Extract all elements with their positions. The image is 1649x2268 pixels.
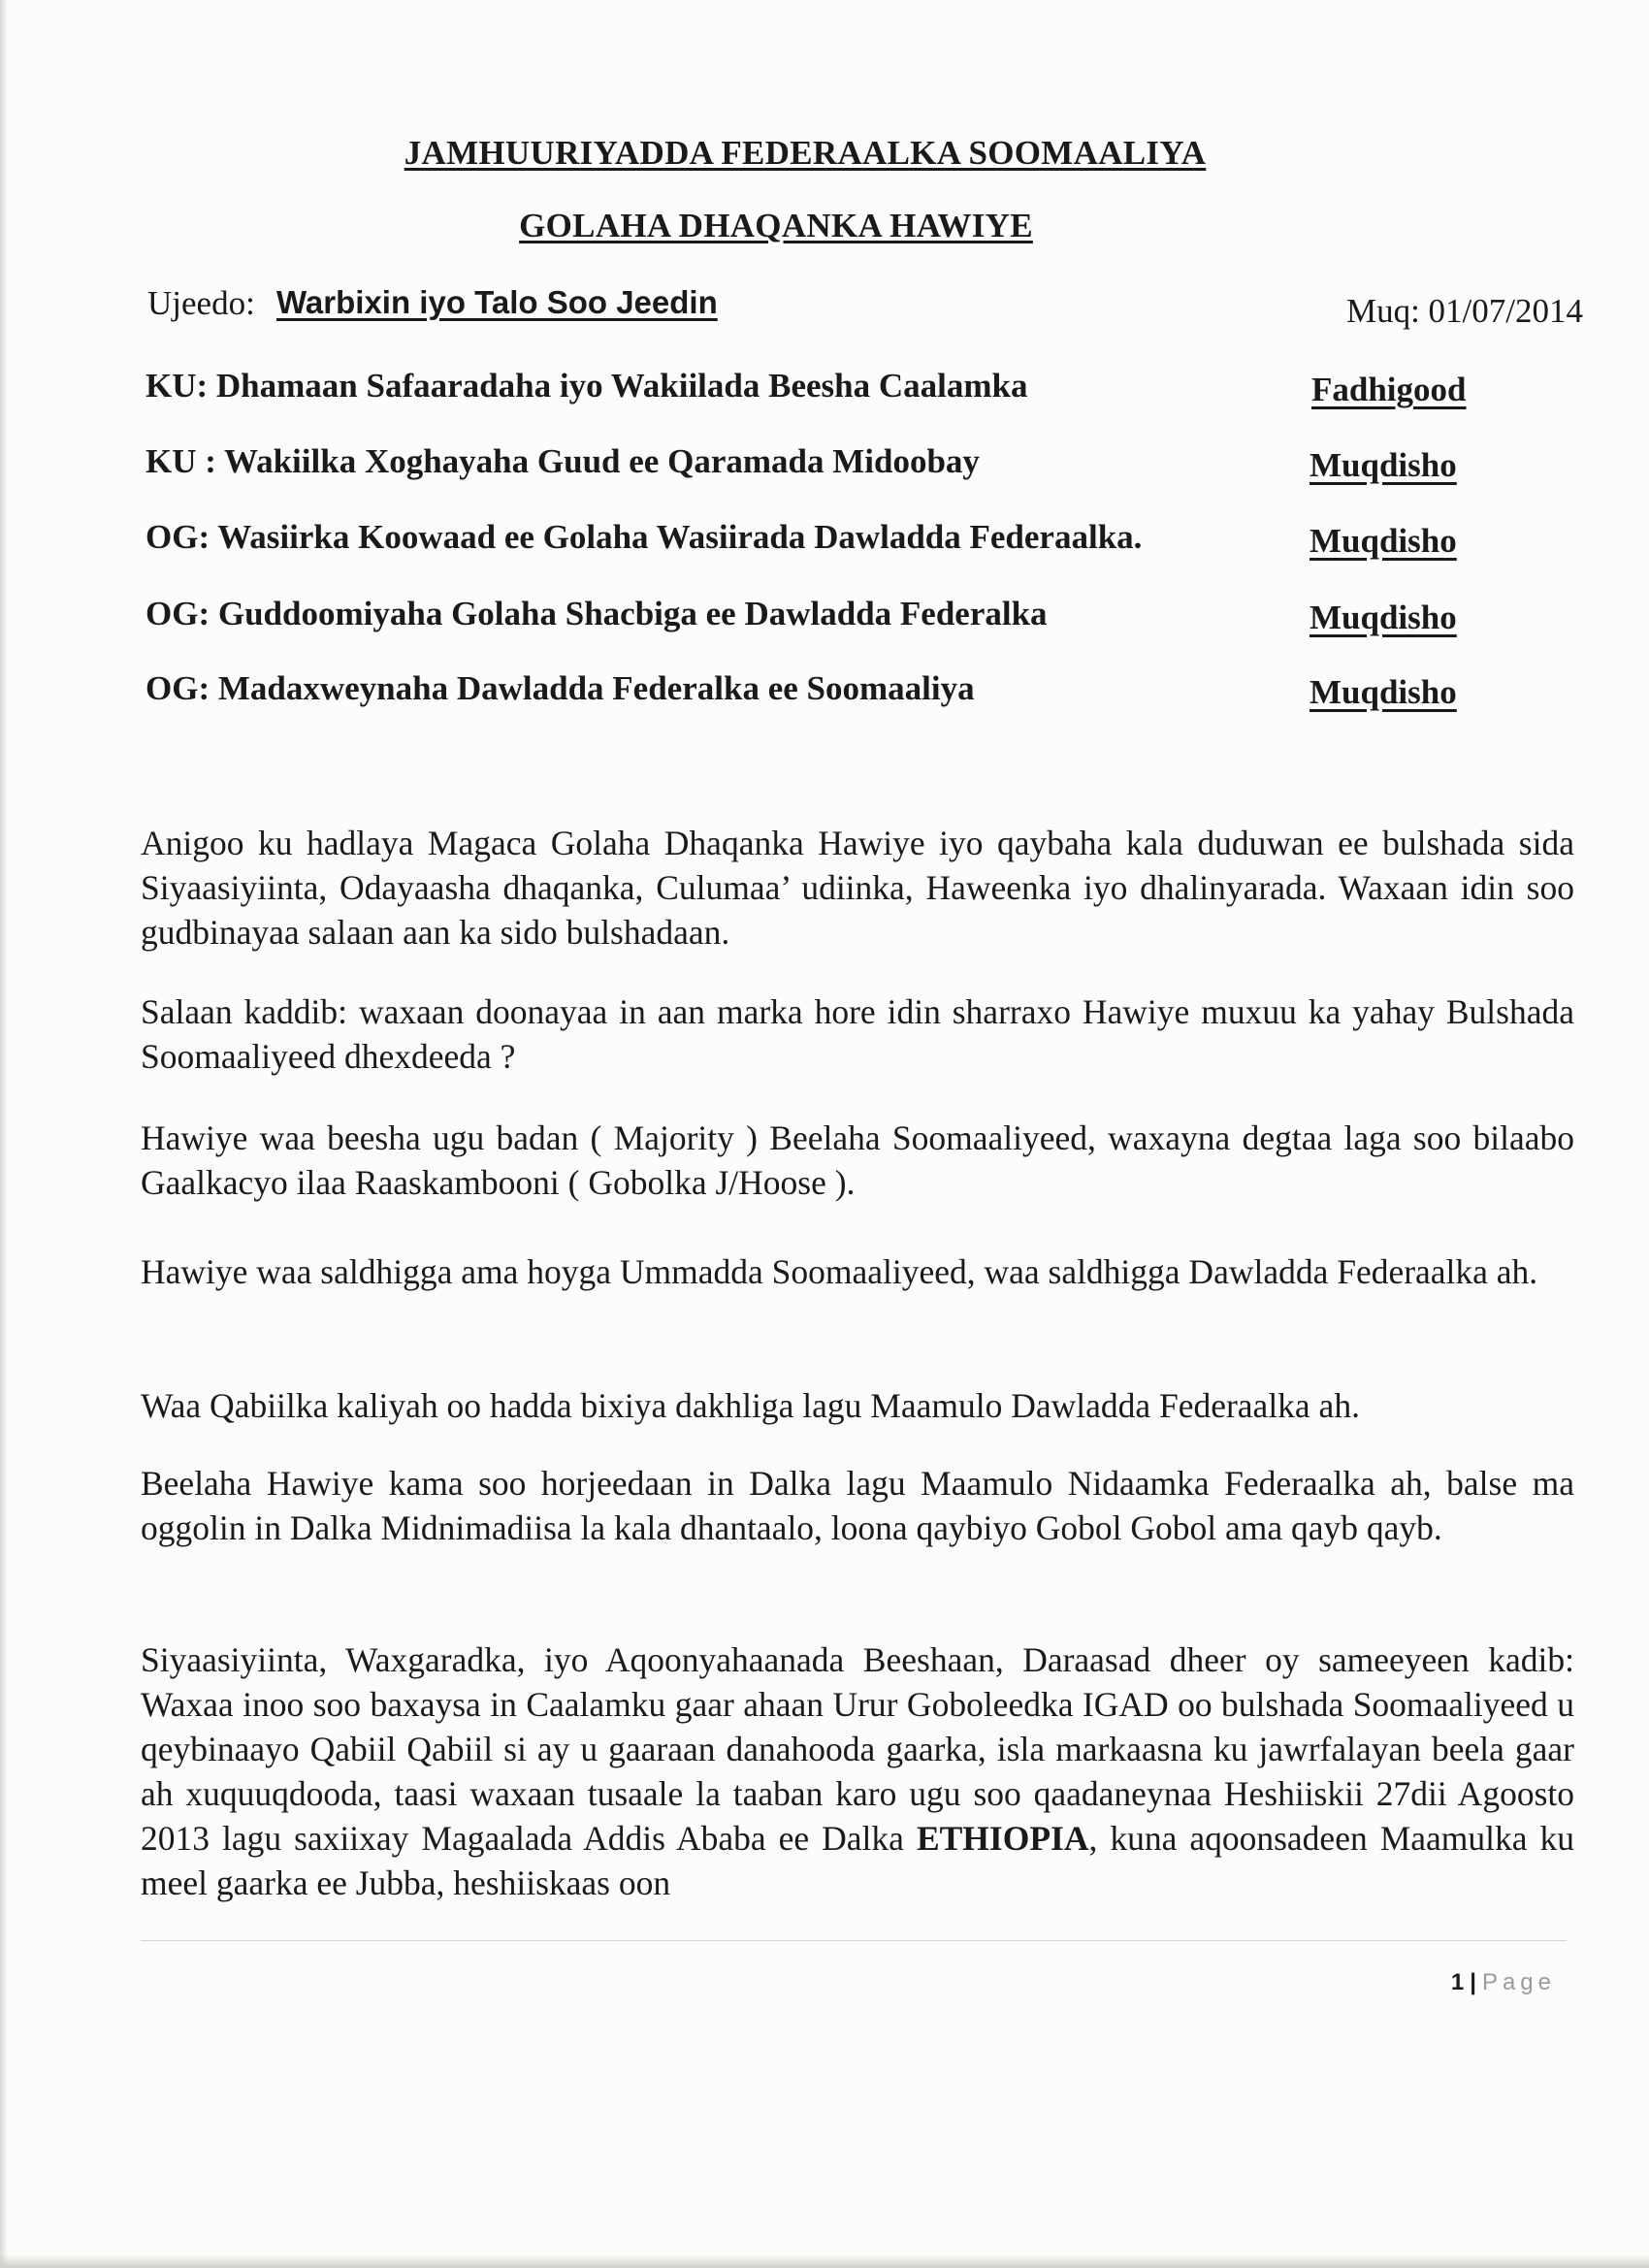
addressee-location: Muqdisho	[1310, 599, 1457, 636]
body-paragraph: Hawiye waa saldhigga ama hoyga Ummadda Soomaaliyeed, waa saldhigga Dawladda Federaalka ah.	[141, 1252, 1538, 1291]
body-paragraph: Anigoo ku hadlaya Magaca Golaha Dhaqanka Hawiye iyo qaybaha kala duduwan ee bulshada sida Siyaasiyiinta, Odayaasha dhaqanka, Culumaa’ udiinka, Haweenka iyo dhalinyarada. Waxaan idin soo gudbinayaa salaan aan ka sido bulshadaan.	[141, 824, 1574, 952]
addressee-location: Muqdisho	[1310, 522, 1457, 560]
purpose-row	[147, 284, 1583, 333]
body-paragraph-last	[141, 1637, 1574, 1905]
addressee-location: Muqdisho	[1310, 673, 1457, 711]
addressee-text: KU: Dhamaan Safaaradaha iyo Wakiilada Beesha Caalamka	[146, 367, 1028, 405]
purpose-value: Warbixin iyo Talo Soo Jeedin	[276, 284, 718, 320]
page-number	[1451, 1969, 1556, 1996]
addressee-row	[146, 518, 1484, 568]
addressee-location: Fadhigood	[1311, 371, 1467, 408]
page-word: Page	[1481, 1969, 1556, 1995]
addressee-row	[146, 595, 1484, 645]
addressee-text: KU : Wakiilka Xoghayaha Guud ee Qaramada Midoobay	[146, 442, 980, 480]
scan-shadow-bottom	[0, 2254, 1649, 2268]
addressee-text: OG: Wasiirka Koowaad ee Golaha Wasiirada Dawladda Federaalka.	[146, 518, 1143, 556]
body-paragraph: Hawiye waa beesha ugu badan ( Majority ) Beelaha Soomaaliyeed, waxayna degtaa laga soo bilaabo Gaalkacyo ilaa Raaskambooni ( Gobolka J/Hoose ).	[141, 1118, 1574, 1202]
page-number-value: 1	[1450, 1969, 1465, 1995]
addressee-row	[146, 442, 1484, 493]
addressee-row	[146, 367, 1484, 417]
country-emphasis: ETHIOPIA	[916, 1819, 1089, 1858]
document-date: Muq: 01/07/2014	[1345, 292, 1583, 330]
paragraph-text: Siyaasiyiinta, Waxgaradka, iyo Aqoonyahaanada Beeshaan, Daraasad dheer oy sameeyeen kadib: Waxaa inoo soo baxaysa in Caalamku gaar ahaan Urur Goboleedka IGAD oo bulshada Soomaaliyeed u qeybinaayo Qabiil Qabiil si ay u gaaraan danahooda gaarka, isla markaasna ku jawrfalayan beela gaar ah xuquuqdooda, taasi waxaan tusaale la taaban karo ugu soo qaadaneynaa Heshiiskii 27dii Agoosto 2013 lagu saxiixay Magaalada Addis Ababa ee Dalka	[141, 1640, 1574, 1858]
body-paragraph: Salaan kaddib: waxaan doonayaa in aan marka hore idin sharraxo Hawiye muxuu ka yahay Bulshada Soomaaliyeed dhexdeeda ?	[141, 992, 1574, 1076]
body-paragraph: Beelaha Hawiye kama soo horjeedaan in Dalka lagu Maamulo Nidaamka Federaalka ah, balse ma oggolin in Dalka Midnimadiisa la kala dhantaalo, loona qaybiyo Gobol Gobol ama qayb qayb.	[141, 1464, 1574, 1547]
page-number-separator: |	[1470, 1969, 1476, 1995]
addressee-location: Muqdisho	[1310, 446, 1457, 484]
header-council: GOLAHA DHAQANKA HAWIYE	[519, 207, 1033, 244]
footer-divider	[141, 1940, 1567, 1941]
addressee-row	[146, 669, 1484, 720]
purpose-label: Ujeedo:	[147, 284, 255, 322]
scan-shadow-left	[0, 0, 8, 2268]
header-country: JAMHUURIYADDA FEDERAALKA SOOMAALIYA	[404, 134, 1207, 172]
body-paragraph: Waa Qabiilka kaliyah oo hadda bixiya dakhliga lagu Maamulo Dawladda Federaalka ah.	[141, 1386, 1360, 1425]
addressee-text: OG: Guddoomiyaha Golaha Shacbiga ee Dawladda Federalka	[146, 595, 1048, 632]
paragraph-text-continued: , kuna aqoonsadeen Maamulka ku meel gaarka ee Jubba, heshiiskaas oon	[141, 1819, 1574, 1902]
addressee-text: OG: Madaxweynaha Dawladda Federalka ee Soomaaliya	[146, 669, 975, 707]
